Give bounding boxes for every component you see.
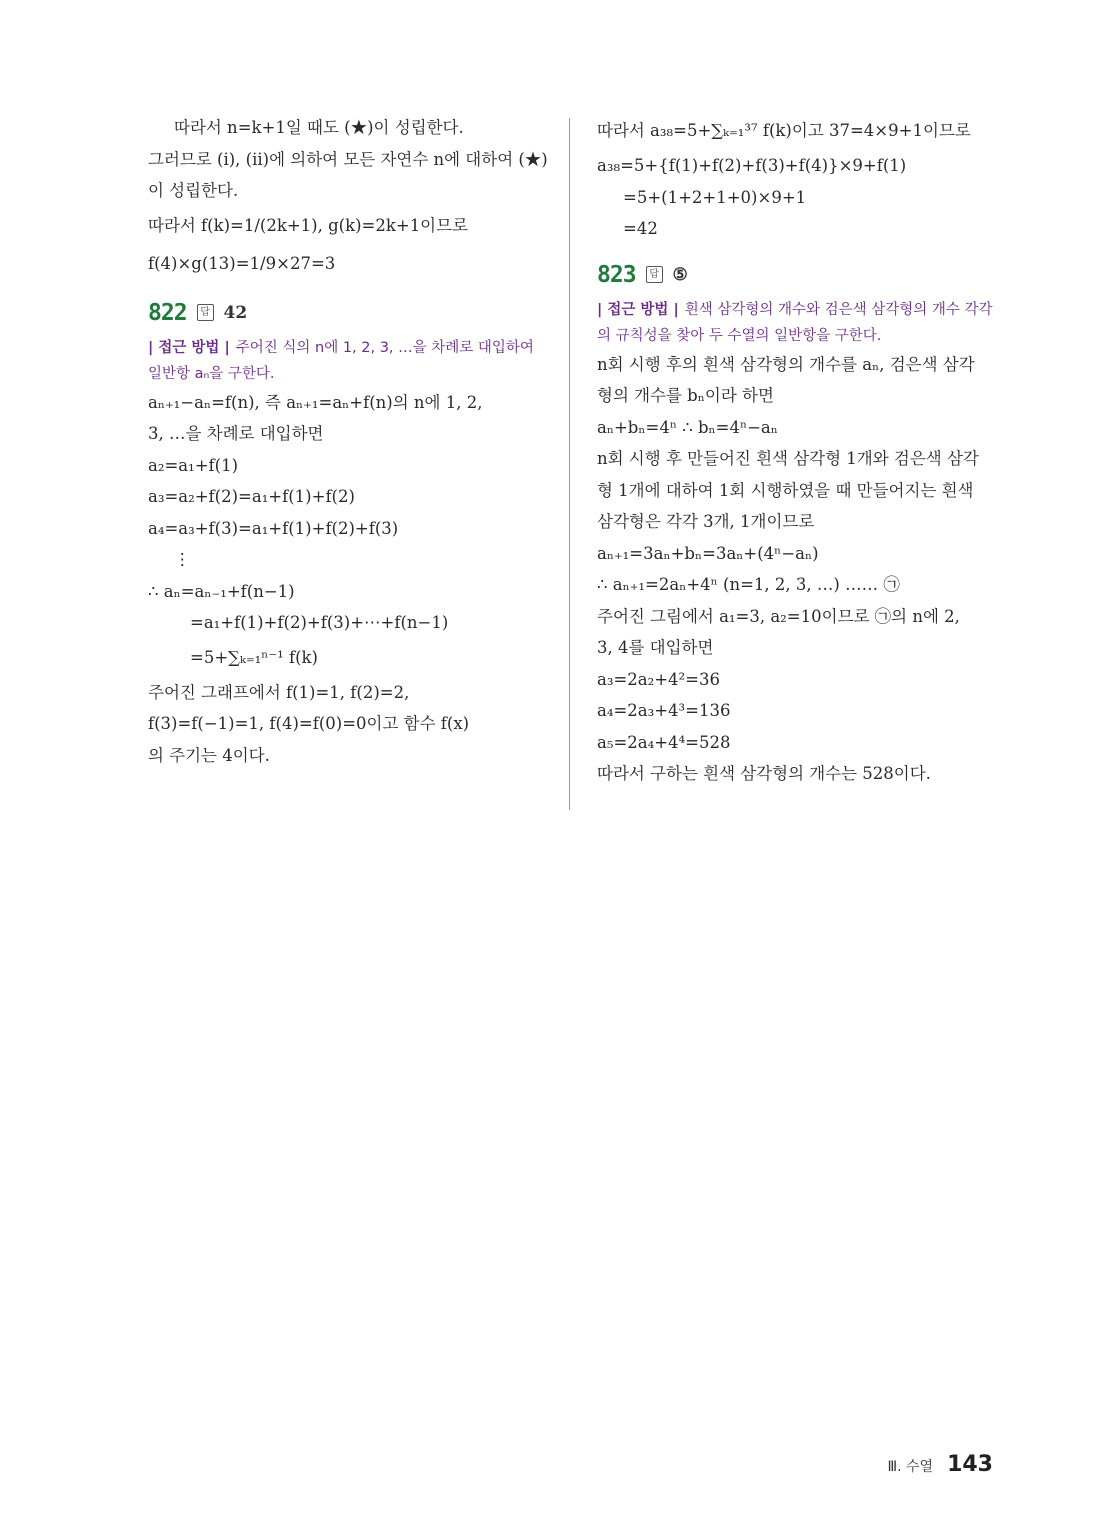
text-line: 주어진 그래프에서 f(1)=1, f(2)=2, (148, 682, 410, 702)
problem-header-823 (597, 259, 997, 291)
text-line: a₃=a₂+f(2)=a₁+f(1)+f(2) (148, 487, 355, 506)
text-line: 의 주기는 4이다. (148, 745, 270, 765)
left-column (148, 112, 548, 771)
approach-text: 주어진 식의 n에 1, 2, 3, …을 차례로 대입하여 (235, 339, 534, 356)
text-line: =a₁+f(1)+f(2)+f(3)+⋯+f(n−1) (190, 613, 449, 632)
answer-mark-icon: 답 (197, 304, 214, 321)
approach-tag: | 접근 방법 | (597, 301, 679, 318)
vertical-ellipsis: ⋮ (174, 550, 191, 569)
answer-value: 42 (223, 302, 248, 323)
right-column (597, 112, 997, 790)
text-line: aₙ+bₙ=4ⁿ ∴ bₙ=4ⁿ−aₙ (597, 417, 778, 437)
text-line: aₙ₊₁−aₙ=f(n), 즉 aₙ₊₁=aₙ+f(n)의 n에 1, 2, (148, 392, 483, 412)
approach-line (597, 297, 997, 323)
approach-line (148, 335, 548, 361)
text-line: 3, 4를 대입하면 (597, 638, 714, 657)
approach-line: 일반항 aₙ을 구한다. (148, 365, 275, 382)
text-line: a₄=2a₃+4³=136 (597, 701, 731, 720)
text-line: 그러므로 (i), (ii)에 의하여 모든 자연수 n에 대하여 (★) (148, 149, 548, 169)
text-line: a₂=a₁+f(1) (148, 455, 239, 475)
text-line: n회 시행 후 만들어진 흰색 삼각형 1개와 검은색 삼각 (597, 449, 979, 468)
text-line: 3, …을 차례로 대입하면 (148, 424, 324, 443)
text-line: a₅=2a₄+4⁴=528 (597, 732, 731, 752)
text-line: ∴ aₙ₊₁=2aₙ+4ⁿ (n=1, 2, 3, …) …… ㉠ (597, 575, 900, 594)
text-line: 따라서 n=k+1일 때도 (★)이 성립한다. (174, 118, 464, 137)
text-line: f(3)=f(−1)=1, f(4)=f(0)=0이고 함수 f(x) (148, 714, 470, 733)
text-line: 주어진 그림에서 a₁=3, a₂=10이므로 ㉠의 n에 2, (597, 606, 960, 626)
text-line: n회 시행 후의 흰색 삼각형의 개수를 aₙ, 검은색 삼각 (597, 354, 975, 374)
text-line: 형의 개수를 bₙ이라 하면 (597, 386, 774, 405)
text-line: ∴ aₙ=aₙ₋₁+f(n−1) (148, 581, 295, 601)
text-line: 형 1개에 대하여 1회 시행하였을 때 만들어지는 흰색 (597, 480, 974, 500)
problem-number: 823 (597, 261, 636, 288)
chapter-label: Ⅲ. 수열 (887, 1459, 934, 1475)
approach-line: 의 규칙성을 찾아 두 수열의 일반항을 구한다. (597, 327, 882, 344)
answer-mark-icon: 답 (646, 266, 663, 283)
text-line: =5+(1+2+1+0)×9+1 (623, 187, 807, 207)
page-number: 143 (947, 1452, 993, 1477)
text-line: =5+∑ₖ₌₁ⁿ⁻¹ f(k) (190, 647, 318, 667)
text-line: 따라서 f(k)=1/(2k+1), g(k)=2k+1이므로 (148, 215, 469, 235)
approach-tag: | 접근 방법 | (148, 339, 230, 356)
text-line: 따라서 구하는 흰색 삼각형의 개수는 528이다. (597, 764, 931, 783)
text-line: 이 성립한다. (148, 181, 239, 200)
problem-header-822 (148, 297, 548, 329)
text-line: f(4)×g(13)=1/9×27=3 (148, 253, 336, 273)
text-line: =42 (623, 219, 658, 238)
text-line: aₙ₊₁=3aₙ+bₙ=3aₙ+(4ⁿ−aₙ) (597, 543, 819, 563)
answer-value: ⑤ (672, 264, 688, 285)
approach-text: 흰색 삼각형의 개수와 검은색 삼각형의 개수 각각 (684, 301, 993, 318)
text-line: a₃=2a₂+4²=36 (597, 669, 720, 689)
text-line: a₄=a₃+f(3)=a₁+f(1)+f(2)+f(3) (148, 518, 399, 538)
text-line: a₃₈=5+{f(1)+f(2)+f(3)+f(4)}×9+f(1) (597, 156, 907, 175)
column-divider (569, 118, 570, 810)
page-footer (887, 1452, 993, 1477)
text-line: 따라서 a₃₈=5+∑ₖ₌₁³⁷ f(k)이고 37=4×9+1이므로 (597, 121, 971, 140)
problem-number: 822 (148, 299, 187, 326)
text-line: 삼각형은 각각 3개, 1개이므로 (597, 512, 815, 531)
